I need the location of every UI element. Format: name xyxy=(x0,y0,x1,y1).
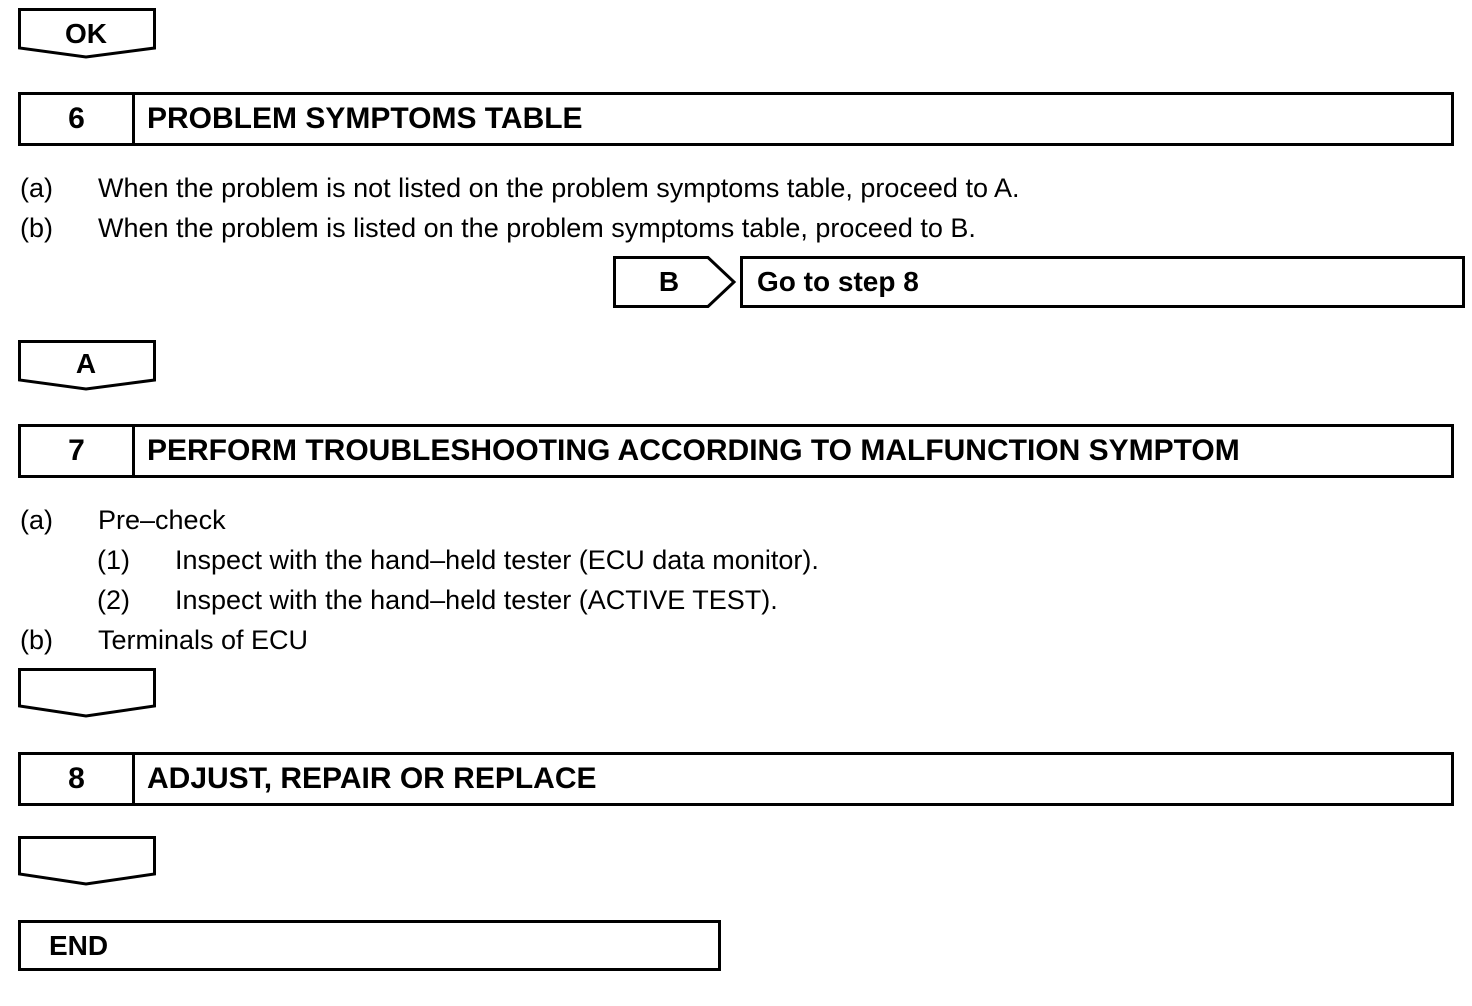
step-number: 7 xyxy=(21,427,135,475)
step-6-header xyxy=(18,92,1454,146)
item-label: (b) xyxy=(20,625,53,655)
ok-label: OK xyxy=(65,18,107,49)
step-8-header xyxy=(18,752,1454,806)
step-number: 6 xyxy=(21,95,135,143)
item-label: (a) xyxy=(20,505,53,535)
end-box: END xyxy=(18,920,721,971)
branch-b-arrow xyxy=(613,256,737,308)
item-text: Inspect with the hand–held tester (ECU data monitor). xyxy=(175,545,819,575)
branch-a-label: A xyxy=(75,348,97,379)
item-text: Pre–check xyxy=(98,505,226,535)
item-text: When the problem is not listed on the problem symptoms table, proceed to A. xyxy=(98,173,1020,203)
item-text: Inspect with the hand–held tester (ACTIVE TEST). xyxy=(175,585,778,615)
item-text: Terminals of ECU xyxy=(98,625,309,655)
step-number: 8 xyxy=(21,755,135,803)
item-label: (a) xyxy=(20,173,53,203)
item-label: (1) xyxy=(97,545,130,575)
step-title: PERFORM TROUBLESHOOTING ACCORDING TO MALFUNCTION SYMPTOM xyxy=(147,434,1240,467)
item-text: When the problem is listed on the problem symptoms table, proceed to B. xyxy=(98,213,976,243)
item-label: (b) xyxy=(20,213,53,243)
flow-arrow xyxy=(18,836,156,888)
branch-a-arrow xyxy=(18,340,156,392)
step-title: ADJUST, REPAIR OR REPLACE xyxy=(147,762,597,795)
step-7-header xyxy=(18,424,1454,478)
branch-b-label: B xyxy=(658,266,680,297)
step-title: PROBLEM SYMPTOMS TABLE xyxy=(147,102,583,135)
branch-b-result: Go to step 8 xyxy=(740,256,1465,308)
flow-arrow xyxy=(18,668,156,720)
down-arrow-box-icon xyxy=(18,668,156,720)
down-arrow-box-icon xyxy=(18,836,156,888)
ok-flow-arrow xyxy=(18,8,156,60)
item-label: (2) xyxy=(97,585,130,615)
